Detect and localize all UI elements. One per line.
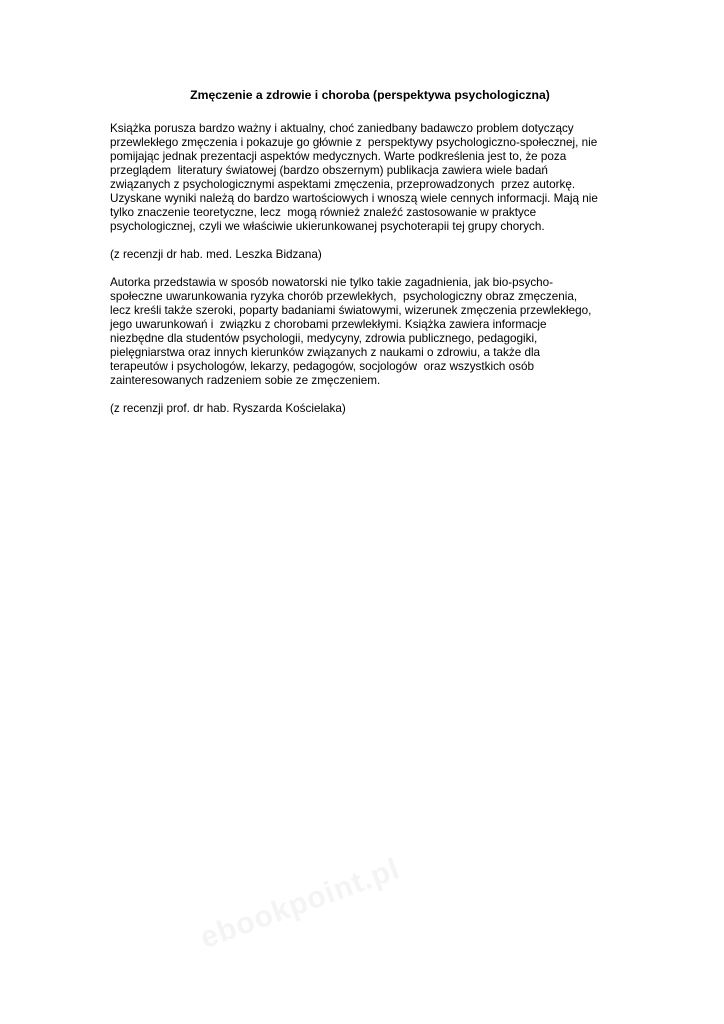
watermark: ebookpoint.pl — [196, 852, 405, 956]
document-page — [110, 82, 630, 430]
paragraph-line: Uzyskane wyniki należą do bardzo wartościowych i wnoszą wiele cennych informacji. Mają nie — [110, 192, 598, 205]
paragraph-line: zainteresowanych radzeniem sobie ze zmęczeniem. — [110, 374, 381, 387]
paragraph-line: tylko znaczenie teoretyczne, lecz mogą również znaleźć zastosowanie w praktyce — [110, 206, 537, 219]
paragraph-line: Książka porusza bardzo ważny i aktualny, choć zaniedbany badawczo problem dotyczący — [110, 122, 574, 135]
paragraph-line: Autorka przedstawia w sposób nowatorski nie tylko takie zagadnienia, jak bio-psycho- — [110, 276, 554, 289]
review-paragraph-2 — [110, 276, 630, 388]
paragraph-line: społeczne uwarunkowania ryzyka chorób przewlekłych, psychologiczny obraz zmęczenia, — [110, 290, 578, 303]
paragraph-line: związanych z psychologicznymi aspektami zmęczenia, przeprowadzonych przez autorkę. — [110, 178, 576, 191]
attribution-text: (z recenzji prof. dr hab. Ryszarda Kościelaka) — [110, 402, 346, 415]
paragraph-line: lecz kreśli także szeroki, poparty badaniami światowymi, wizerunek zmęczenia przewlekłego, — [110, 304, 592, 317]
document-title: Zmęczenie a zdrowie i choroba (perspektywa psychologiczna) — [190, 88, 550, 102]
paragraph-line: przewlekłego zmęczenia i pokazuje go głównie z perspektywy psychologiczno-społecznej, nie — [110, 136, 598, 149]
review-paragraph-1 — [110, 122, 630, 234]
review-attribution-2 — [110, 402, 630, 416]
paragraph-line: przeglądem literatury światowej (bardzo obszernym) publikacja zawiera wiele badań — [110, 164, 548, 177]
review-attribution-1 — [110, 248, 630, 262]
paragraph-line: psychologicznej, czyli we właściwie ukierunkowanej psychoterapii tej grupy chorych. — [110, 220, 545, 233]
attribution-text: (z recenzji dr hab. med. Leszka Bidzana) — [110, 248, 322, 261]
paragraph-line: jego uwarunkowań i związku z chorobami przewlekłymi. Książka zawiera informacje — [110, 318, 547, 331]
paragraph-line: pomijając jednak prezentacji aspektów medycznych. Warte podkreślenia jest to, że poza — [110, 150, 567, 163]
paragraph-line: pielęgniarstwa oraz innych kierunków związanych z naukami o zdrowiu, a także dla — [110, 346, 541, 359]
paragraph-line: terapeutów i psychologów, lekarzy, pedagogów, socjologów oraz wszystkich osób — [110, 360, 535, 373]
paragraph-line: niezbędne dla studentów psychologii, medycyny, zdrowia publicznego, pedagogiki, — [110, 332, 538, 345]
